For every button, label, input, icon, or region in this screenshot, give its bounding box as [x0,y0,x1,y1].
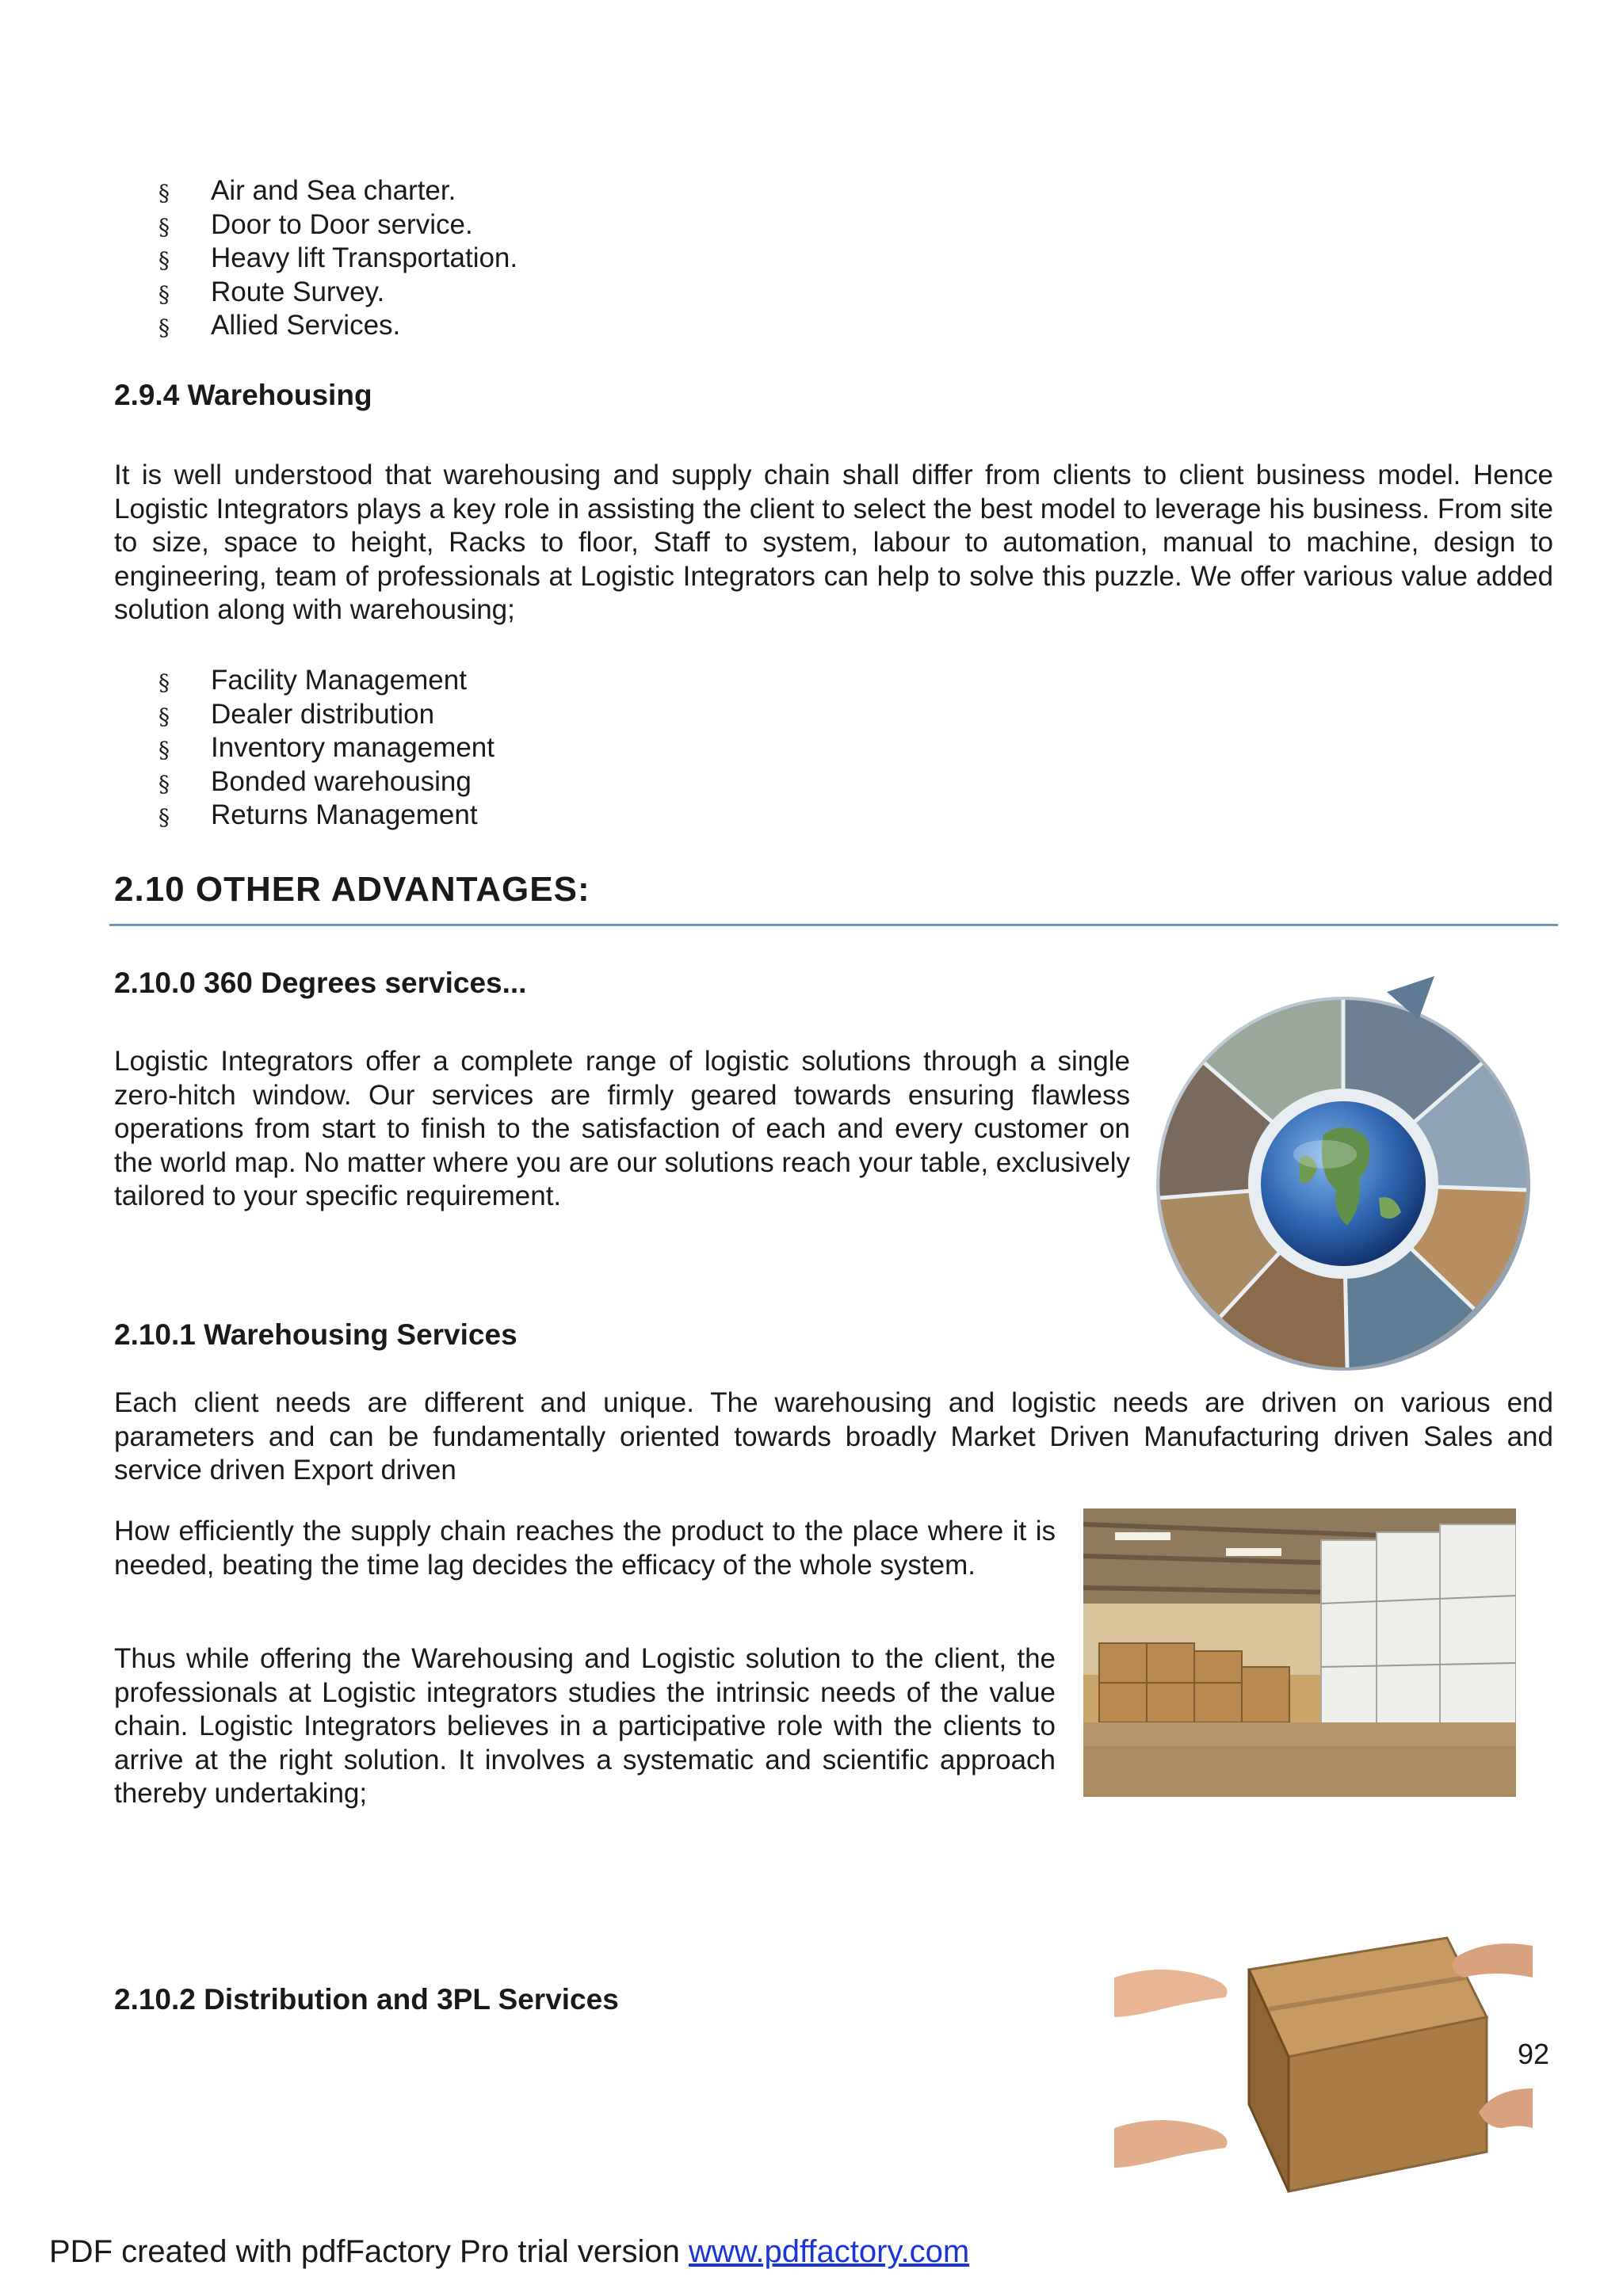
warehouse-photo-image [1083,1508,1516,1797]
warehousing-paragraph: It is well understood that warehousing and supply chain shall differ from clients to client business model. Hence Logistic Integrators plays a key role in assisting the client to select the best model to leverage his business. From site to size, space to height, Racks to floor, Staff to system, labour to automation, manual to machine, design to engineering, team of professionals at Logistic Integrators can help to solve this puzzle. We offer various value added solution along with warehousing; [114,460,1553,626]
section-bullet-icon: § [158,180,170,206]
list-item: § Air and Sea charter. [158,174,517,208]
list-item: § Heavy lift Transportation. [158,242,517,276]
section-bullet-icon: § [158,737,170,764]
list-item: § Bonded warehousing [158,765,495,799]
warehousing-services-paragraph-2: How efficiently the supply chain reaches the product to the place where it is needed, beating the time lag decides the efficacy of the whole system. [114,1516,1056,1581]
pdf-footer [49,2234,969,2270]
footer-link[interactable]: www.pdffactory.com [688,2234,970,2269]
services-360-heading: 2.10.0 360 Degrees services... [114,967,527,999]
section-bullet-icon: § [158,280,170,307]
section-bullet-icon: § [158,247,170,274]
warehousing-services-paragraph-1: Each client needs are different and unique. The warehousing and logistic needs are driven on various end parameters and can be fundamentally oriented towards broadly Market Driven Manufacturing driven Sales and service driven Export driven [114,1387,1553,1486]
page-number: 92 [1518,2038,1550,2070]
section-divider [109,924,1558,926]
list-item: § Door to Door service. [158,208,517,242]
warehousing-heading: 2.9.4 Warehousing [114,379,372,411]
footer-text: PDF created with pdfFactory Pro trial version [49,2234,689,2269]
logistics-360-collage-image [1149,960,1537,1375]
box-handover-photo-image [1114,1890,1533,2204]
services-360-paragraph: Logistic Integrators offer a complete range of logistic solutions through a single zero-hitch window. Our services are firmly geared towards ensuring flawless operations from start to finish to the satisfaction of each and every customer on the world map. No matter where you are our solutions reach your table, exclusively tailored to your specific requirement. [114,1046,1130,1212]
list-item: § Dealer distribution [158,698,495,732]
list-item: § Facility Management [158,664,495,698]
transport-services-list [158,174,517,343]
section-bullet-icon: § [158,703,170,730]
list-item: § Allied Services. [158,309,517,343]
section-bullet-icon: § [158,669,170,696]
distribution-heading: 2.10.2 Distribution and 3PL Services [114,1983,619,2016]
list-item: § Route Survey. [158,276,517,310]
list-item: § Inventory management [158,731,495,765]
other-advantages-heading: 2.10 OTHER ADVANTAGES: [114,870,590,909]
section-bullet-icon: § [158,770,170,797]
section-bullet-icon: § [158,804,170,831]
section-bullet-icon: § [158,213,170,240]
warehousing-services-paragraph-3: Thus while offering the Warehousing and Logistic solution to the client, the professionals at Logistic integrators studies the intrinsic needs of the value chain. Logistic Integrators believes in a participative role with the clients to arrive at the right solution. It involves a systematic and scientific approach thereby undertaking; [114,1643,1056,1810]
warehousing-solutions-list [158,664,495,833]
section-bullet-icon: § [158,315,170,341]
list-item: § Returns Management [158,799,495,833]
warehousing-services-heading: 2.10.1 Warehousing Services [114,1318,517,1351]
